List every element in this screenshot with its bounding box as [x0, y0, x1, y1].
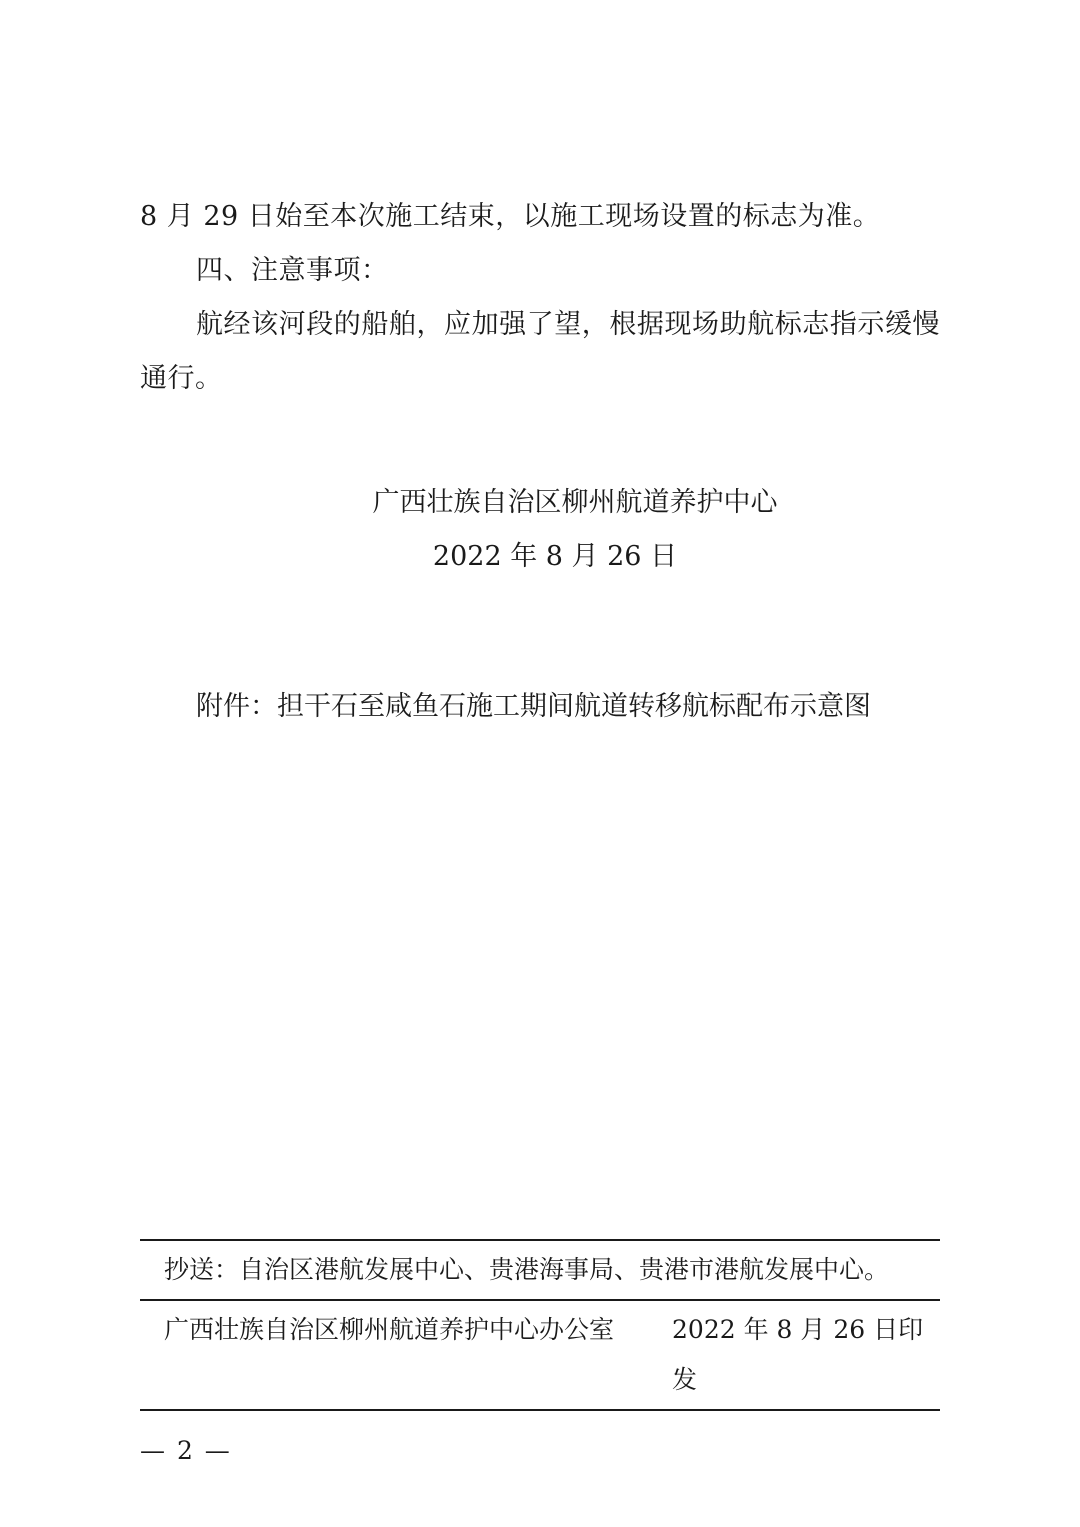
signature-organization: 广西壮族自治区柳州航道养护中心	[372, 487, 778, 518]
signature-date: 2022 年 8 月 26 日	[432, 541, 678, 572]
footer-issue-line	[140, 1301, 940, 1409]
signature-block	[140, 476, 940, 584]
footer-divider-bottom	[140, 1409, 940, 1411]
footer-issuer: 广西壮族自治区柳州航道养护中心办公室	[164, 1315, 615, 1344]
attachment-line: 附件：担干石至咸鱼石施工期间航道转移航标配布示意图	[196, 691, 871, 722]
document-footer	[140, 1239, 940, 1411]
section-heading-notes: 四、注意事项：	[196, 255, 389, 286]
footer-cc-line: 抄送：自治区港航发展中心、贵港海事局、贵港市港航发展中心。	[164, 1255, 890, 1284]
footer-issue-date: 2022 年 8 月 26 日印发	[672, 1315, 924, 1394]
paragraph-construction-period: 8 月 29 日始至本次施工结束，以施工现场设置的标志为准。	[140, 201, 881, 232]
paragraph-navigation-notice: 航经该河段的船舶，应加强了望，根据现场助航标志指示缓慢通行。	[140, 309, 940, 394]
page-number: — 2 —	[140, 1436, 232, 1465]
